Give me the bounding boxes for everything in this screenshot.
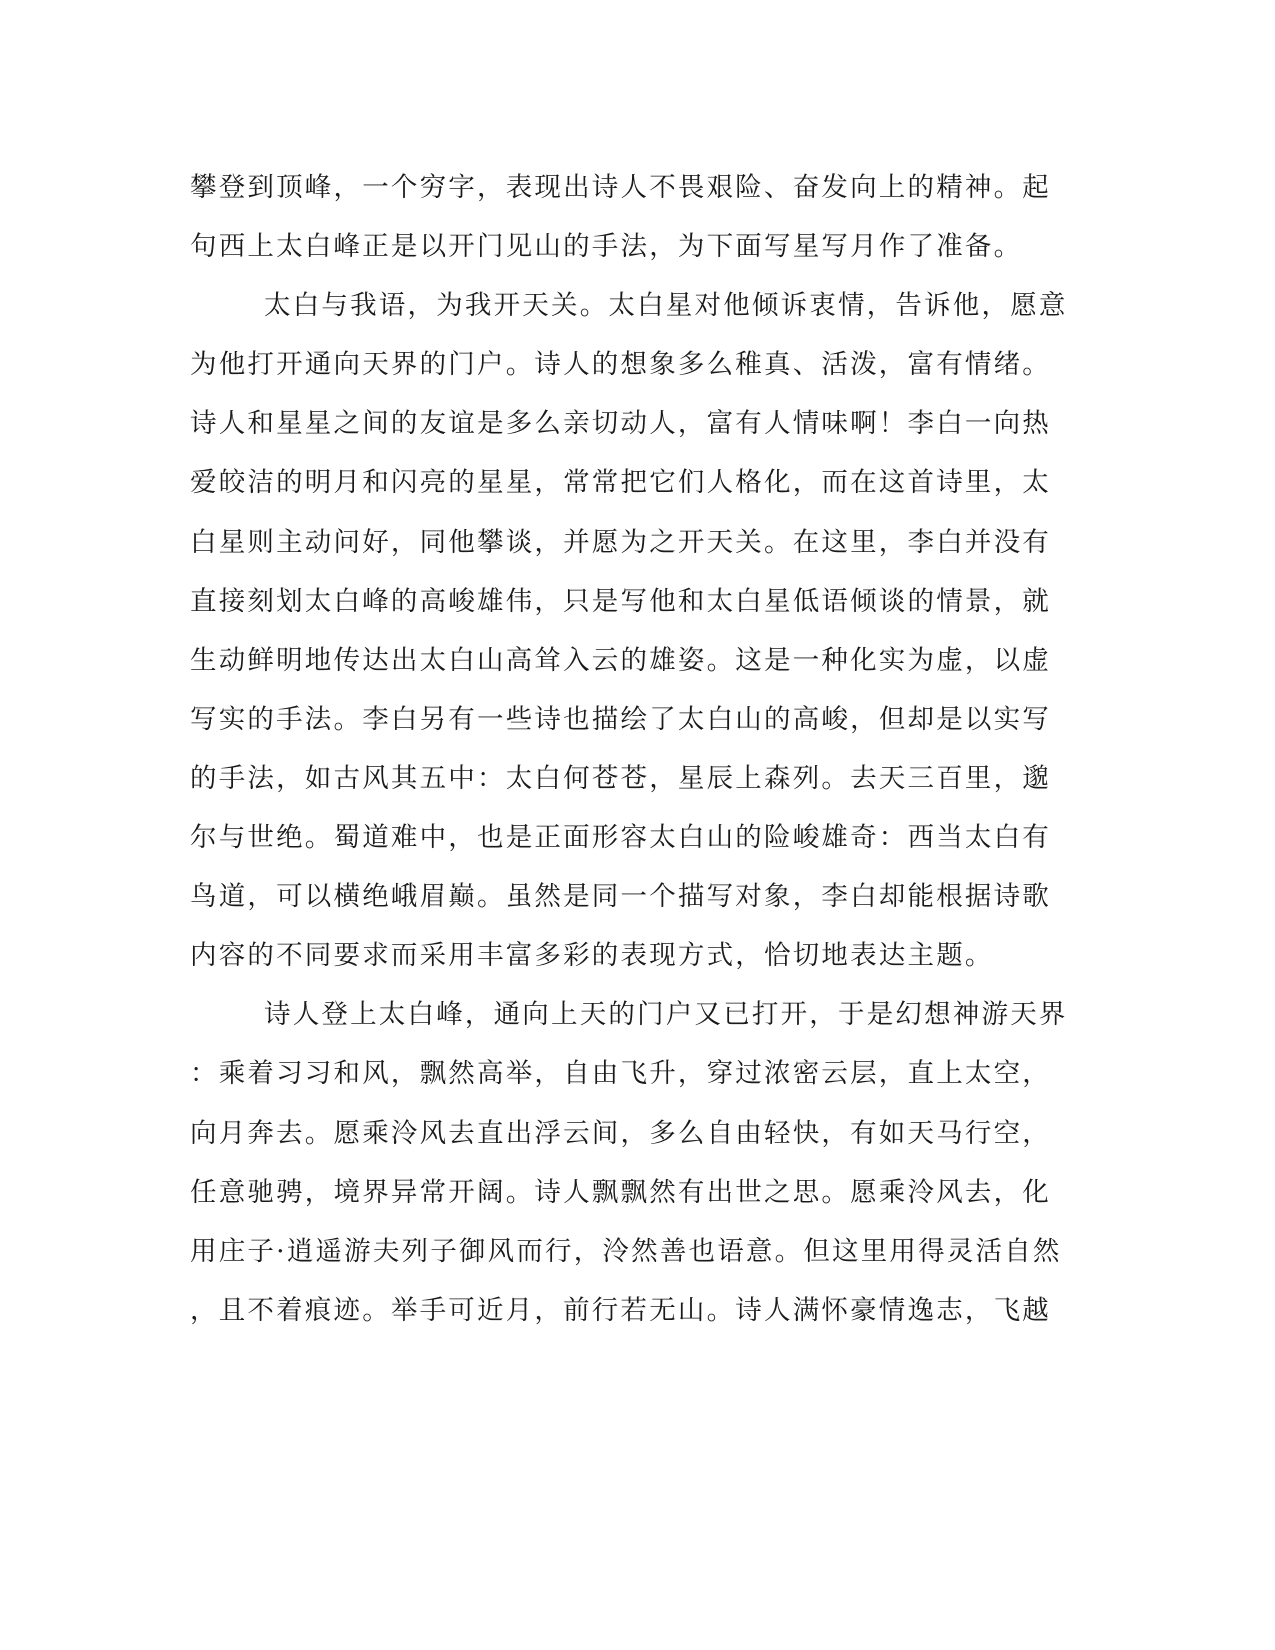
text-line: 生动鲜明地传达出太白山高耸入云的雄姿。这是一种化实为虚，以虚: [190, 644, 1051, 676]
text-line: 写实的手法。李白另有一些诗也描绘了太白山的高峻，但却是以实写: [190, 703, 1051, 735]
text-line: 攀登到顶峰，一个穷字，表现出诗人不畏艰险、奋发向上的精神。起: [190, 172, 1051, 203]
text-line: 爱皎洁的明月和闪亮的星星，常常把它们人格化，而在这首诗里，太: [190, 467, 1051, 499]
paragraph-first-line: 太白与我语，为我开天关。太白星对他倾诉衷情，告诉他，愿意: [264, 290, 1068, 322]
text-line: 鸟道，可以横绝峨眉巅。虽然是同一个描写对象，李白却能根据诗歌: [190, 881, 1051, 913]
text-line: 用庄子·逍遥游夫列子御风而行，泠然善也语意。但这里用得灵活自然: [190, 1235, 1062, 1267]
text-line: 白星则主动问好，同他攀谈，并愿为之开天关。在这里，李白并没有: [190, 526, 1051, 558]
text-line: 任意驰骋，境界异常开阔。诗人飘飘然有出世之思。愿乘泠风去，化: [190, 1176, 1051, 1208]
text-line: 向月奔去。愿乘泠风去直出浮云间，多么自由轻快，有如天马行空，: [190, 1117, 1051, 1149]
body-text: [190, 158, 1070, 1340]
text-line: ：乘着习习和风，飘然高举，自由飞升，穿过浓密云层，直上太空，: [190, 1058, 1051, 1090]
text-line: 尔与世绝。蜀道难中，也是正面形容太白山的险峻雄奇：西当太白有: [190, 822, 1051, 854]
text-line: ，且不着痕迹。举手可近月，前行若无山。诗人满怀豪情逸志，飞越: [190, 1294, 1051, 1326]
text-line: 的手法，如古风其五中：太白何苍苍，星辰上森列。去天三百里，邈: [190, 762, 1051, 794]
text-line: 直接刻划太白峰的高峻雄伟，只是写他和太白星低语倾谈的情景，就: [190, 585, 1051, 617]
text-line: 诗人和星星之间的友谊是多么亲切动人，富有人情味啊！李白一向热: [190, 408, 1051, 440]
text-line: 为他打开通向天界的门户。诗人的想象多么稚真、活泼，富有情绪。: [190, 349, 1051, 381]
paragraph-first-line: 诗人登上太白峰，通向上天的门户又已打开，于是幻想神游天界: [264, 999, 1068, 1031]
text-line: 句西上太白峰正是以开门见山的手法，为下面写星写月作了准备。: [190, 231, 1023, 263]
text-line: 内容的不同要求而采用丰富多彩的表现方式，恰切地表达主题。: [190, 940, 994, 972]
